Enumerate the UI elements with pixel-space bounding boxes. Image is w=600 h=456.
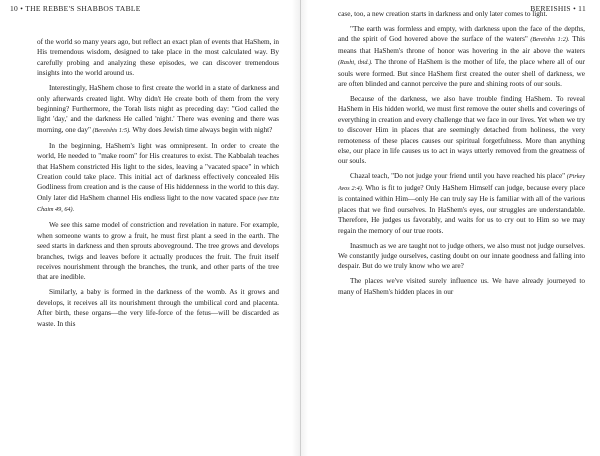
right-paragraph-6: The places we've visited surely influence us. We have already journeyed to many of HaShem's hidden places in our	[338, 277, 585, 296]
left-text-column	[37, 37, 279, 454]
source-citation: (see Eitz Chaim 49, 64).	[37, 194, 279, 214]
left-paragraph-5: Similarly, a baby is formed in the darkness of the womb. As it grows and develops, it receives all its nourishment through the umbilical cord and placenta. After birth, these organs—the very life-force of the fetus—will be discarded as waste. In this	[37, 288, 279, 328]
left-running-head: 10 • THE REBBE'S SHABBOS TABLE	[10, 4, 141, 13]
right-paragraph-3: Because of the darkness, we also have trouble finding HaShem. To reveal HaShem in His hidden world, we must first remove the outer shells and coverings of everything in creation and every challenge that we face in our lives. Yet when we try to discover Him in places that are seemingly detached from holiness, the very remoteness of these places causes our spiritual forgetfulness. More than anything else, our place in life causes us to act in ways utterly removed from the greatness of our souls.	[338, 95, 585, 166]
right-running-head: BEREISHIS • 11	[530, 4, 586, 13]
right-paragraph-2: "The earth was formless and empty, with darkness upon the face of the depths, and the spirit of God hovered above the surface of the waters" (Bereishis 1:2). This means that HaShem's throne of honor was hovering in the air above the waters (Rashi, ibid.). The throne of HaShem is the mother of life, the place where all of our souls were formed. But since HaShem first created the outer shell of darkness, we are often blinded and cannot perceive the pure and shining roots of our souls.	[338, 25, 585, 89]
left-paragraph-3: In the beginning, HaShem's light was omnipresent. In order to create the world, He needed to "make room" for His creatures to exist. The Kabbalah teaches that HaShem constricted His light to the sides, leaving a "vacated space" in which Creation could take place. This initial act of darkness effectively concealed His Godliness from creation and is the cause of His hiddenness in the world to this day. Only later did HaShem channel His endless light to the now vacated space (see Eitz Chaim 49, 64).	[37, 141, 279, 214]
left-paragraph-4: We see this same model of constriction and revelation in nature. For example, when someone wants to grow a fruit, he must first plant a seed in the earth. The seed starts in darkness and then sprouts aboveground. The tree grows and develops branches, twigs and leaves before it actually produces the fruit. The fruit itself receives nourishment through the branches, the trunk, and other parts of the tree that are inedible.	[37, 221, 279, 282]
source-citation: (Bereishis 1:5).	[90, 126, 131, 134]
source-citation: (Rashi, ibid.).	[338, 59, 373, 67]
left-paragraph-1: of the world so many years ago, but reflect an exact plan of events that HaShem, in His tremendous wisdom, designed to take place in the most calculated way. By carefully probing and analyzing these episodes, we can discover tremendous insights into the world around us.	[37, 38, 279, 78]
source-citation: (Bereishis 1:2).	[527, 36, 570, 44]
right-page	[300, 0, 600, 456]
right-text-column	[338, 9, 585, 454]
right-paragraph-5: Inasmuch as we are taught not to judge others, we also must not judge ourselves. We constantly judge ourselves, casting doubt on our innate goodness and falling into despair. But do we truly know who we are?	[338, 241, 585, 271]
right-paragraph-4: Chazal teach, "Do not judge your friend until you have reached his place" (Pirkey Avos 2:4). Who is fit to judge? Only HaShem Himself can judge, because every place is contained within Him—only He can truly say He is familiar with all of the various places that we find ourselves. In HaShem's eyes, our struggles are understandable. Therefore, He judges us favorably, and waits for us to cry out to Him so we may regain the memory of our true roots.	[338, 172, 585, 235]
source-citation: (Pirkey Avos 2:4).	[338, 173, 585, 192]
right-paragraph-1: case, too, a new creation starts in darkness and only later comes to light.	[338, 10, 548, 18]
left-paragraph-2: Interestingly, HaShem chose to first create the world in a state of darkness and only afterwards created light. Why didn't He create both of them from the very beginning? Furthermore, the Torah lists night as preceding day: "God called the light 'day,' and the darkness He called 'night.' There was evening and there was morning, one day" (Bereishis 1:5). Why does Jewish time always begin with night?	[37, 84, 279, 134]
